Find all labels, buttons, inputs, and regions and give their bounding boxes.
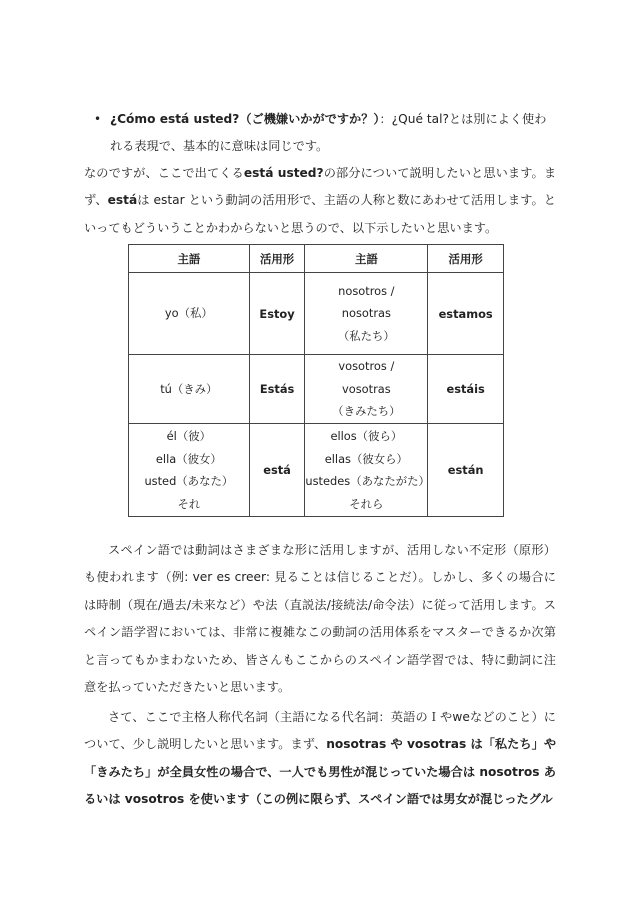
- para1-text-a: なのですが、ここで出てくる: [84, 166, 244, 180]
- para1-text-b: の部分について説明したいと思います。まず、: [84, 166, 557, 208]
- bullet-phrase: ¿Cómo está usted?（ご機嫌いかがですか？）: [110, 112, 380, 126]
- subject-singular-cell: él（彼） ella（彼女） usted（あなた） それ: [129, 424, 250, 517]
- bullet-item: [94, 106, 555, 160]
- header-subject-1: 主語: [129, 245, 250, 273]
- para3-text: さて、ここで主格人称代名詞（主語になる代名詞：英語のＩやweなどのこと）について、少し説明したいと思います。まず、: [84, 710, 556, 752]
- subject-plural-cell: ellos（彼ら） ellas（彼女ら） ustedes（あなたがた） それら: [305, 424, 428, 517]
- bullet-dot-icon: •: [94, 112, 102, 126]
- subject-singular-cell: tú（きみ）: [129, 355, 250, 424]
- para1-bold-a: está usted?: [243, 166, 324, 180]
- conjugation-table: [128, 244, 504, 517]
- table-row: [129, 424, 504, 517]
- form-singular-cell: está: [249, 424, 305, 517]
- header-form-2: 活用形: [428, 245, 504, 273]
- subject-plural-cell: vosotros / vosotras （きみたち）: [305, 355, 428, 424]
- form-singular-cell: Estás: [249, 355, 305, 424]
- form-plural-cell: estáis: [428, 355, 504, 424]
- para3-bold: nosotras や vosotras は「私たち」や「きみたち」が全員女性の場合で、一人でも男性が混じっていた場合は nosotros あるいは vosotros を使います（この例に限らず、スペイン語では男女が混じったグル: [84, 737, 557, 807]
- paragraph-intro: [84, 160, 556, 242]
- table-row: [129, 355, 504, 424]
- table-row: [129, 273, 504, 355]
- paragraph-verbs: スペイン語では動詞はさまざまな形に活用しますが、活用しない不定形（原形）も使われます（例: ver es creer: 見ることは信じることだ）。しかし、多くの場合には時制（現在/過去/未来など）や法（直説法/接続法/命令法）に従って活用します。スペイン語学習においては、非常に複雑なこの動詞の活用体系をマスターできるか次第と言ってもかまわないため、皆さんもここからのスペイン語学習では、特に動詞に注意を払っていただきたいと思います。: [84, 543, 556, 695]
- header-subject-2: 主語: [305, 245, 428, 273]
- form-singular-cell: Estoy: [249, 273, 305, 355]
- subject-plural-cell: nosotros / nosotras （私たち）: [305, 273, 428, 355]
- paragraph-pronouns: [84, 704, 556, 814]
- form-plural-cell: están: [428, 424, 504, 517]
- table-header-row: [129, 245, 504, 273]
- form-plural-cell: estamos: [428, 273, 504, 355]
- para1-bold-b: está: [107, 193, 138, 208]
- bullet-explanation: ：¿Qué tal?とは別によく使われる表現で、基本的に意味は同じです。: [110, 112, 547, 153]
- header-form-1: 活用形: [249, 245, 305, 273]
- subject-singular-cell: yo（私）: [129, 273, 250, 355]
- para1-text-c: は estar という動詞の活用形で、主語の人称と数にあわせて活用します。といってもどういうことかわからないと思うので、以下示したいと思います。: [84, 193, 556, 235]
